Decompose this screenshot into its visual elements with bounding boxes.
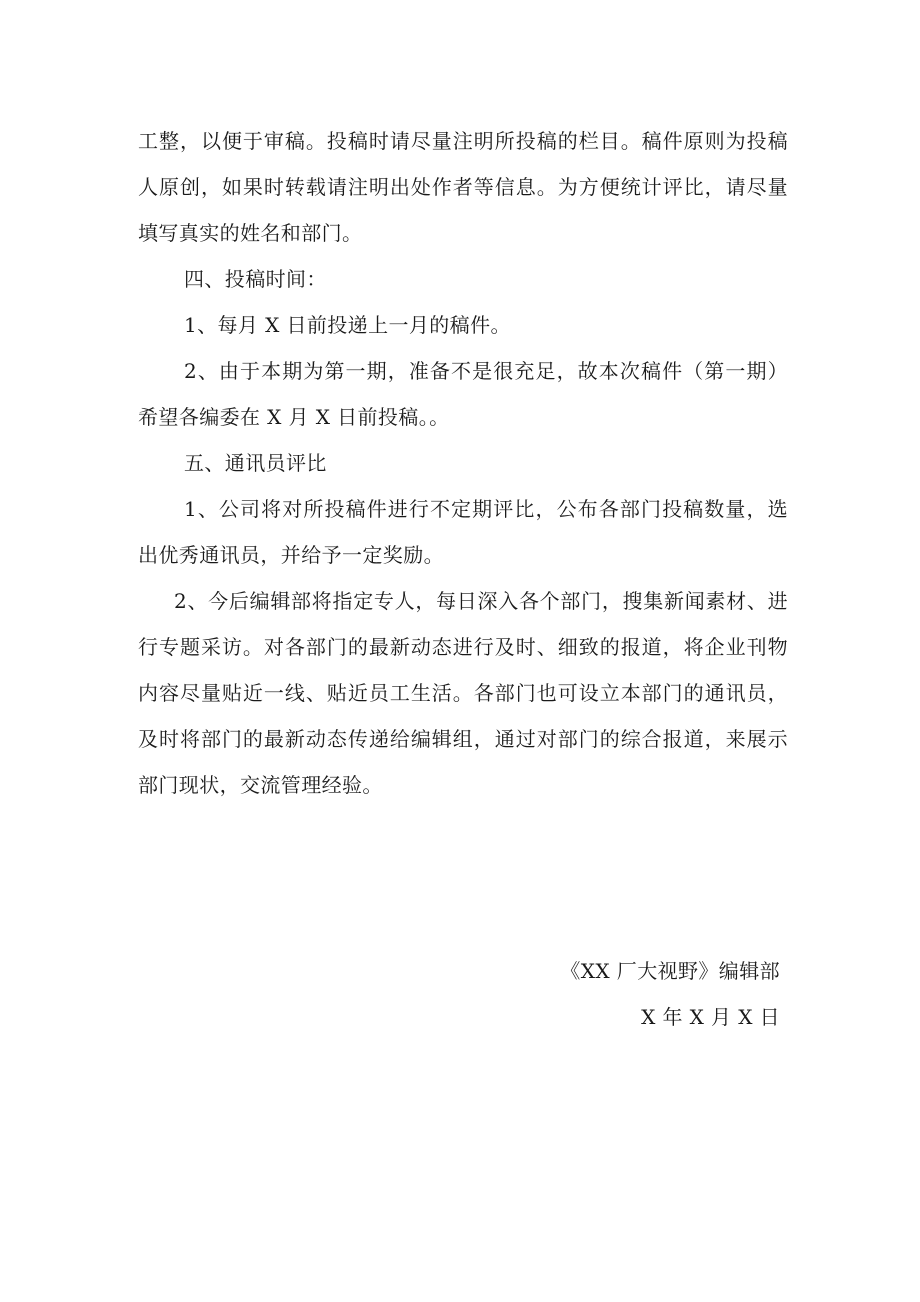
- paragraph-first-issue-deadline: 2、由于本期为第一期，准备不是很充足，故本次稿件（第一期）希望各编委在 X 月 X 日前投稿。。: [138, 359, 788, 429]
- section-heading-submission-time: 四、投稿时间：: [184, 267, 327, 291]
- section-heading-correspondent-evaluation: 五、通讯员评比: [184, 451, 327, 475]
- paragraph-evaluation-rules: 1、公司将对所投稿件进行不定期评比，公布各部门投稿数量，选出优秀通讯员，并给予一定奖励。: [138, 497, 788, 567]
- paragraph-editorial-plan: 2、今后编辑部将指定专人，每日深入各个部门，搜集新闻素材、进行专题采访。对各部门的最新动态进行及时、细致的报道，将企业刊物内容尽量贴近一线、贴近员工生活。各部门也可设立本部门的通讯员，及时将部门的最新动态传递给编辑组，通过对部门的综合报道，来展示部门现状，交流管理经验。: [138, 589, 788, 797]
- signature-organization: 《XX 厂大视野》编辑部: [560, 959, 780, 983]
- signature-date: X 年 X 月 X 日: [641, 1005, 780, 1029]
- paragraph-submission-format: 工整，以便于审稿。投稿时请尽量注明所投稿的栏目。稿件原则为投稿人原创，如果时转载请注明出处作者等信息。为方便统计评比，请尽量填写真实的姓名和部门。: [138, 129, 788, 245]
- paragraph-monthly-deadline: 1、每月 X 日前投递上一月的稿件。: [184, 313, 511, 337]
- document-body: [138, 118, 788, 808]
